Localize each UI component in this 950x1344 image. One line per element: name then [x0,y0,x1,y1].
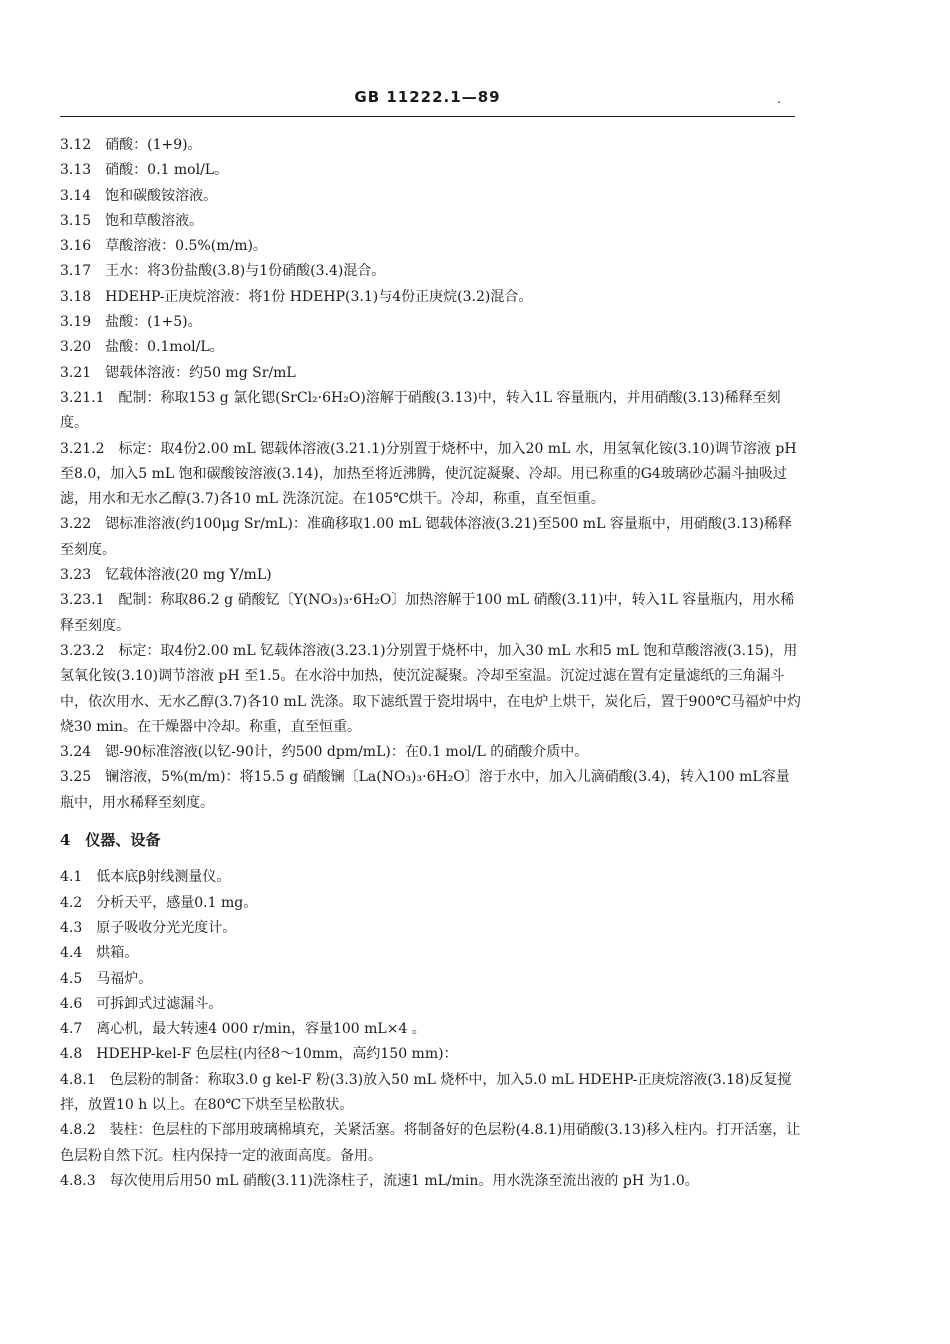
header-mark: . [777,92,781,106]
clause-3-23: 3.23 钇载体溶液(20 mg Y/mL) [60,567,272,584]
clause-3-21-1: 3.21.1 配制：称取153 g 氯化锶(SrCl₂·6H₂O)溶解于硝酸(3.13)中，转入1L 容量瓶内，并用硝酸(3.13)稀释至刻度。 [60,389,781,432]
standard-number: GB 11222.1—89 [354,88,501,106]
section-4-heading: 4 仪器、设备 [60,831,161,850]
clause-4-8: 4.8 HDEHP-kel-F 色层柱(内径8～10mm，高约150 mm)： [60,1046,458,1063]
clause-4-8-2: 4.8.2 装柱：色层柱的下部用玻璃棉填充，关紧活塞。将制备好的色层粉(4.8.1)用硝酸(3.13)移入柱内。打开活塞，让色层粉自然下沉。柱内保持一定的液面高度。备用。 [60,1122,801,1164]
clause-4-6: 4.6 可拆卸式过滤漏斗。 [60,995,223,1012]
clause-4-8-1: 4.8.1 色层粉的制备：称取3.0 g kel-F 粉(3.3)放入50 mL 烧杯中，加入5.0 mL HDEHP-正庚烷溶液(3.18)反复搅拌，放置10 h 以上。在80℃下烘至呈松散状。 [60,1071,792,1113]
clause-3-23-2: 3.23.2 标定：取4份2.00 mL 钇载体溶液(3.23.1)分别置于烧杯中，加入30 mL 水和5 mL 饱和草酸溶液(3.15)，用氢氧化铵(3.10)调节溶液 pH 至1.5。在水浴中加热，使沉淀凝聚。冷却至室温。沉淀过滤在置有定量滤纸的三角漏斗中，依次用水、无水乙醇(3.7)各10 mL 洗涤。取下滤纸置于瓷坩埚中，在电炉上烘干，炭化后，置于900℃马福炉中灼烧30 min。在干燥器中冷却。称重，直至恒重。 [60,642,801,735]
clause-4-8-3: 4.8.3 每次使用后用50 mL 硝酸(3.11)洗涤柱子，流速1 mL/min。用水洗涤至流出液的 pH 为1.0。 [60,1172,699,1189]
clause-3-13: 3.13 硝酸：0.1 mol/L。 [60,162,229,179]
clause-4-3: 4.3 原子吸收分光光度计。 [60,919,237,936]
clause-4-4: 4.4 烘箱。 [60,945,139,962]
clause-4-2: 4.2 分析天平，感量0.1 mg。 [60,894,258,911]
clause-3-21-2: 3.21.2 标定：取4份2.00 mL 锶载体溶液(3.21.1)分别置于烧杯中，加入20 mL 水，用氢氧化铵(3.10)调节溶液 pH 至8.0，加入5 mL 饱和碳酸铵溶液(3.14)，加热至将近沸腾，使沉淀凝聚、冷却。用已称重的G4玻璃砂芯漏斗抽吸过滤，用水和无水乙醇(3.7)各10 mL 洗涤沉淀。在105℃烘干。冷却，称重，直至恒重。 [60,440,797,508]
clause-3-18: 3.18 HDEHP-正庚烷溶液：将1份 HDEHP(3.1)与4份正庚烷(3.2)混合。 [60,288,533,305]
clause-3-24: 3.24 锶-90标准溶液(以钇-90计，约500 dpm/mL)：在0.1 mol/L 的硝酸介质中。 [60,744,589,761]
clause-3-20: 3.20 盐酸：0.1mol/L。 [60,339,224,356]
clause-3-17: 3.17 王水：将3份盐酸(3.8)与1份硝酸(3.4)混合。 [60,263,386,280]
page-header [60,88,795,117]
clause-3-16: 3.16 草酸溶液：0.5%(m/m)。 [60,238,267,255]
clause-3-21: 3.21 锶载体溶液：约50 mg Sr/mL [60,364,296,381]
clause-3-19: 3.19 盐酸：(1+5)。 [60,314,202,331]
clause-3-15: 3.15 饱和草酸溶液。 [60,212,204,229]
clause-3-22: 3.22 锶标准溶液(约100μg Sr/mL)：准确移取1.00 mL 锶载体溶液(3.21)至500 mL 容量瓶中，用硝酸(3.13)稀释至刻度。 [60,516,792,558]
clause-4-7: 4.7 离心机，最大转速4 000 r/min，容量100 mL×4 。 [60,1021,426,1038]
clause-4-1: 4.1 低本底β射线测量仪。 [60,869,231,886]
clause-4-5: 4.5 马福炉。 [60,970,153,987]
clause-3-23-1: 3.23.1 配制：称取86.2 g 硝酸钇〔Y(NO₃)₃·6H₂O〕加热溶解于100 mL 硝酸(3.11)中，转入1L 容量瓶内，用水稀释至刻度。 [60,592,795,634]
clause-3-25: 3.25 镧溶液，5%(m/m)：将15.5 g 硝酸镧〔La(NO₃)₃·6H₂O〕溶于水中，加入儿滴硝酸(3.4)，转入100 mL容量瓶中，用水稀释至刻度。 [60,769,790,811]
document-body [60,133,802,1194]
clause-3-14: 3.14 饱和碳酸铵溶液。 [60,187,218,204]
clause-3-12: 3.12 硝酸：(1+9)。 [60,137,202,153]
